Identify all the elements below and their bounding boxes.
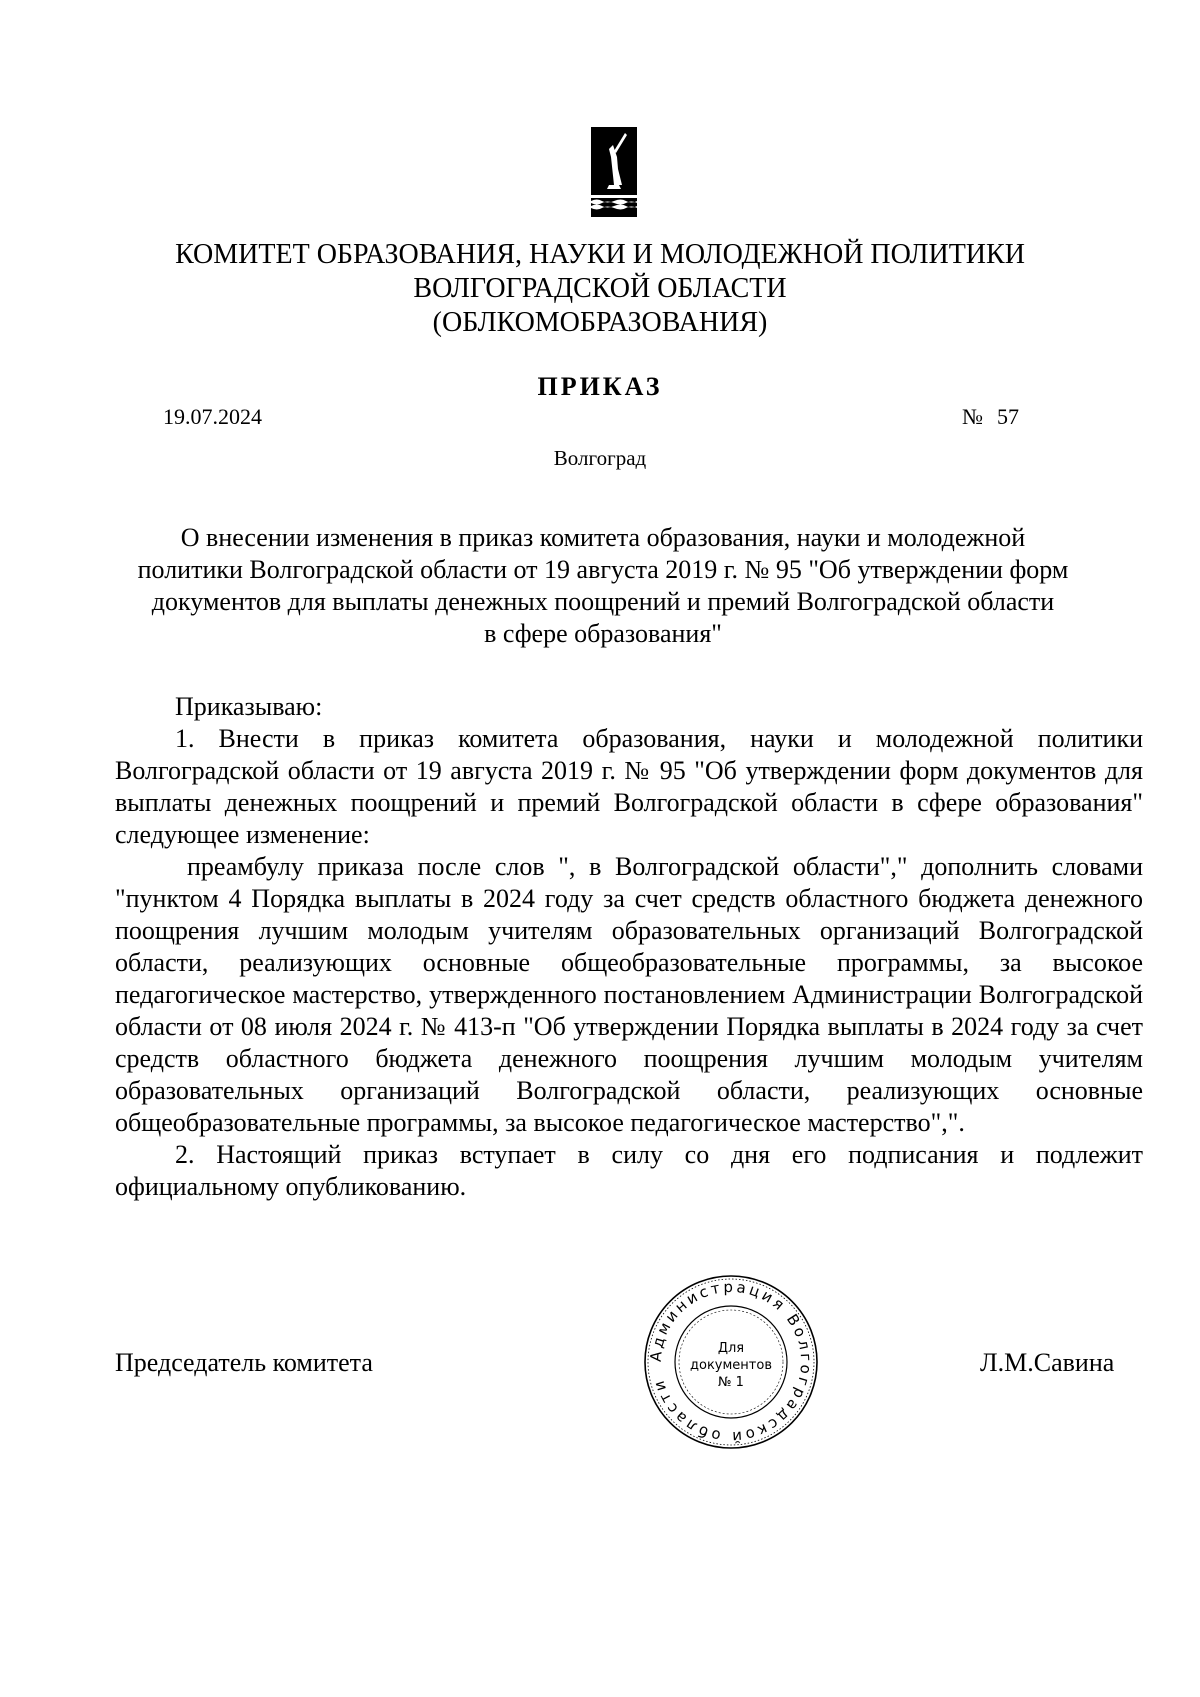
official-seal-stamp [641, 1272, 821, 1452]
subject-line-4: в сфере образования" [484, 619, 722, 648]
document-subject [115, 522, 1091, 650]
order-item-2: 2. Настоящий приказ вступает в силу со дня его подписания и подлежит официальному опубликованию. [115, 1140, 1143, 1201]
order-word: Приказываю: [175, 692, 323, 721]
order-item-1: 1. Внести в приказ комитета образования, науки и молодежной политики Волгоградской области от 19 августа 2019 г. № 95 "Об утверждении форм документов для выплаты денежных поощрений и премий Волгоградской области в сфере образования" следующее изменение: [115, 724, 1143, 849]
preamble-amendment: преамбулу приказа после слов ", в Волгоградской области"," дополнить словами "пунктом 4 Порядка выплаты в 2024 году за счет средств областного бюджета денежного поощрения лучшим молодым учителям образовательных организаций Волгоградской области, реализующих основные общеобразовательные программы, за высокое педагогическое мастерство, утвержденного постановлением Администрации Волгоградской области от 08 июля 2024 г. № 413-п "Об утверждении Порядка выплаты в 2024 году за счет средств областного бюджета денежного поощрения лучшим молодым учителям образовательных организаций Волгоградской области, реализующих основные общеобразовательные программы, за высокое педагогическое мастерство",". [115, 852, 1143, 1137]
signatory-name: Л.М.Савина [980, 1348, 1115, 1377]
org-line-2: ВОЛГОГРАДСКОЙ ОБЛАСТИ [413, 273, 787, 304]
seal-center-line-2: документов [690, 1358, 772, 1373]
organization-name [0, 238, 1200, 340]
subject-line-2: политики Волгоградской области от 19 августа 2019 г. № 95 "Об утверждении форм [137, 555, 1069, 584]
document-number [962, 404, 1019, 430]
document-city: Волгоград [553, 446, 647, 470]
volgograd-motherland-emblem-icon [591, 127, 637, 217]
signatory-title: Председатель комитета [115, 1348, 373, 1377]
number-sign: № [962, 404, 983, 429]
subject-line-3: документов для выплаты денежных поощрений и премий Волгоградской области [151, 587, 1055, 616]
seal-ring-text: Администрация Волгоградской области [646, 1277, 816, 1447]
seal-center-line-3: № 1 [718, 1375, 744, 1390]
org-line-1: КОМИТЕТ ОБРАЗОВАНИЯ, НАУКИ И МОЛОДЕЖНОЙ ПОЛИТИКИ [175, 239, 1025, 270]
document-date: 19.07.2024 [163, 404, 262, 429]
document-body [115, 691, 1143, 1203]
document-type: ПРИКАЗ [537, 372, 663, 401]
subject-line-1: О внесении изменения в приказ комитета образования, науки и молодежной [180, 523, 1026, 552]
seal-center-line-1: Для [717, 1341, 745, 1356]
number-value: 57 [997, 404, 1019, 429]
org-line-3: (ОБЛКОМОБРАЗОВАНИЯ) [432, 307, 768, 338]
